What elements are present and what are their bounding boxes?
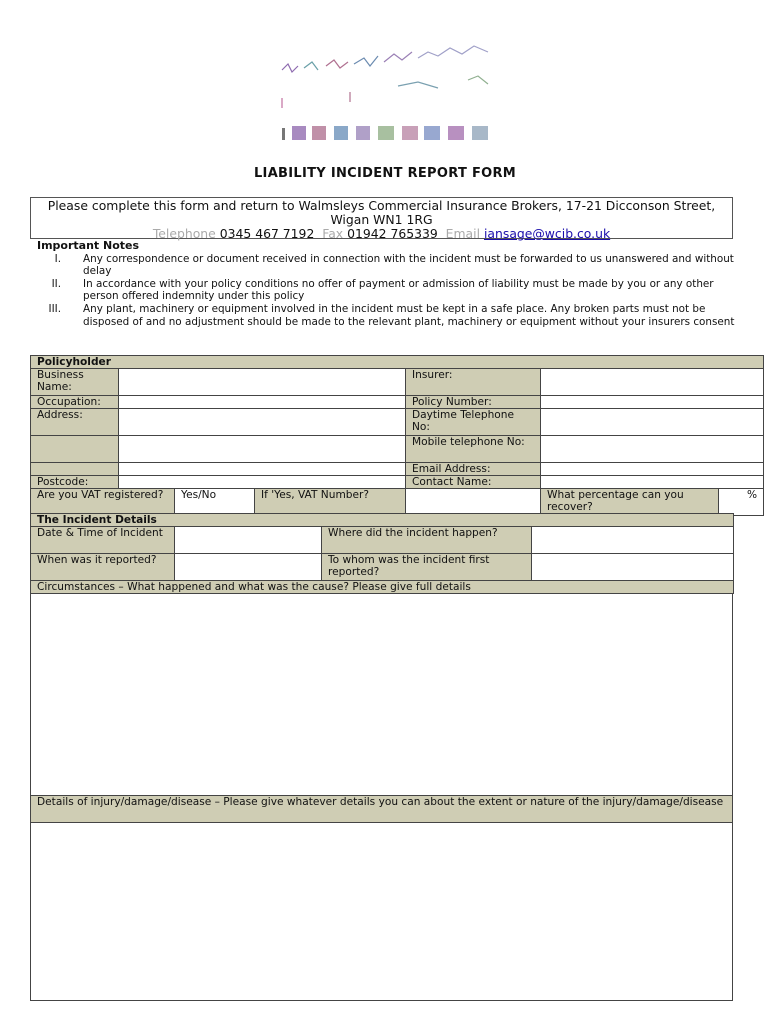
- email-label: Email: [445, 226, 481, 241]
- to-whom-label: To whom was the incident first reported?: [322, 554, 532, 581]
- business-name-field[interactable]: [119, 369, 406, 396]
- postcode-label: Postcode:: [31, 476, 119, 489]
- address-field-3[interactable]: [119, 463, 406, 476]
- incident-table: [30, 513, 734, 594]
- vat-yes-no-field[interactable]: Yes/No: [175, 489, 255, 516]
- occupation-field[interactable]: [119, 396, 406, 409]
- address-label: Address:: [31, 409, 119, 436]
- intro-box: [30, 197, 733, 239]
- vat-number-label: If 'Yes, VAT Number?: [255, 489, 406, 516]
- telephone-number: 0345 467 7192: [219, 226, 315, 241]
- policy-number-label: Policy Number:: [406, 396, 541, 409]
- injury-details-field[interactable]: [30, 823, 733, 1001]
- policyholder-heading: Policyholder: [31, 356, 764, 369]
- date-time-field[interactable]: [175, 527, 322, 554]
- postcode-field[interactable]: [119, 476, 406, 489]
- mobile-phone-label: Mobile telephone No:: [406, 436, 541, 463]
- note-item: III. Any plant, machinery or equipment involved in the incident must be kept in a safe place. Any broken parts must not be disposed of and no adjustment should be made to the relevant plant, machinery or equipment without your insurers consent: [48, 302, 735, 328]
- address-label-blank: [31, 463, 119, 476]
- date-time-label: Date & Time of Incident: [31, 527, 175, 554]
- policyholder-table: [30, 355, 764, 516]
- where-field[interactable]: [532, 527, 734, 554]
- mobile-phone-field[interactable]: [541, 436, 764, 463]
- insurer-label: Insurer:: [406, 369, 541, 396]
- fax-number: 01942 765339: [347, 226, 438, 241]
- intro-text: Please complete this form and return to Walmsleys Commercial Insurance Brokers, 17-21 Dicconson Street, Wigan WN1 1RG: [47, 198, 716, 227]
- vat-number-field[interactable]: [406, 489, 541, 516]
- note-item: I. Any correspondence or document received in connection with the incident must be forwarded to us unanswered and without delay: [54, 252, 734, 278]
- email-address-field[interactable]: [541, 463, 764, 476]
- injury-table: [30, 795, 733, 823]
- circumstances-field[interactable]: [30, 593, 733, 796]
- contact-name-label: Contact Name:: [406, 476, 541, 489]
- injury-details-label: Details of injury/damage/disease – Please give whatever details you can about the extent or nature of the injury/damage/disease: [31, 796, 733, 823]
- recover-percentage-field[interactable]: %: [719, 489, 764, 516]
- notes-heading: Important Notes: [37, 239, 140, 252]
- daytime-phone-field[interactable]: [541, 409, 764, 436]
- form-title: LIABILITY INCIDENT REPORT FORM: [253, 166, 517, 181]
- circumstances-label: Circumstances – What happened and what was the cause? Please give full details: [31, 581, 734, 594]
- email-address-label: Email Address:: [406, 463, 541, 476]
- important-notes: [37, 240, 737, 328]
- when-reported-label: When was it reported?: [31, 554, 175, 581]
- email-link[interactable]: iansage@wcib.co.uk: [483, 226, 611, 241]
- telephone-label: Telephone: [152, 226, 216, 241]
- occupation-label: Occupation:: [31, 396, 119, 409]
- company-logo: [278, 42, 500, 142]
- where-label: Where did the incident happen?: [322, 527, 532, 554]
- daytime-phone-label: Daytime Telephone No:: [406, 409, 541, 436]
- fax-label: Fax: [322, 226, 344, 241]
- policy-number-field[interactable]: [541, 396, 764, 409]
- insurer-field[interactable]: [541, 369, 764, 396]
- note-item: II. In accordance with your policy conditions no offer of payment or admission of liability must be made by you or any other person offered indemnity under this policy: [51, 277, 714, 303]
- vat-registered-label: Are you VAT registered?: [31, 489, 175, 516]
- when-reported-field[interactable]: [175, 554, 322, 581]
- recover-percentage-label: What percentage can you recover?: [541, 489, 719, 516]
- address-label-blank: [31, 436, 119, 463]
- address-field-1[interactable]: [119, 409, 406, 436]
- contact-name-field[interactable]: [541, 476, 764, 489]
- address-field-2[interactable]: [119, 436, 406, 463]
- business-name-label: Business Name:: [31, 369, 119, 396]
- incident-heading: The Incident Details: [31, 514, 734, 527]
- to-whom-field[interactable]: [532, 554, 734, 581]
